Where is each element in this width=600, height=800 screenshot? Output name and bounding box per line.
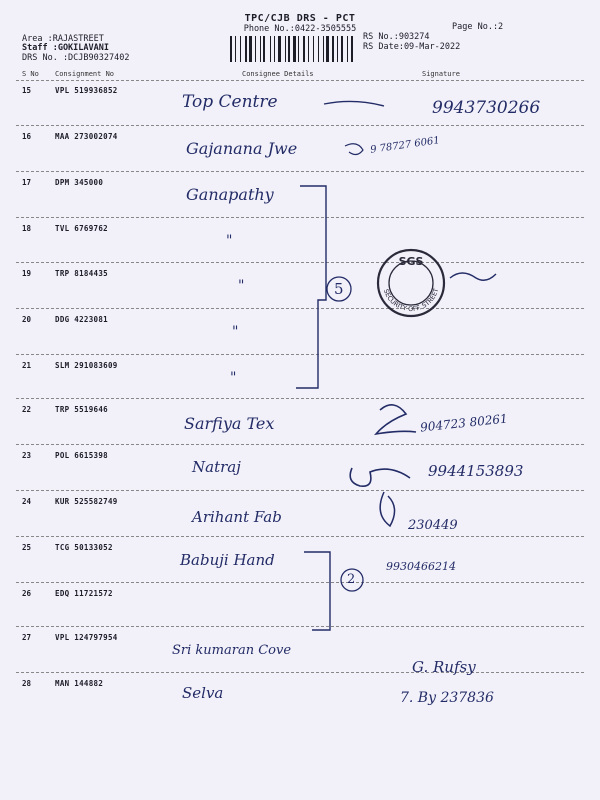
- consignment-number: VPL 124797954: [55, 633, 118, 642]
- row-serial-number: 28: [22, 679, 32, 688]
- security-office-stamp: [378, 250, 444, 316]
- handwritten-consignee-16: Gajanana Jwe: [186, 139, 298, 158]
- stamp-bottom-text: SECURITY OFF. STREET: [381, 287, 441, 314]
- row-serial-number: 19: [22, 269, 32, 278]
- column-header-details: Consignee Details: [242, 70, 314, 78]
- column-header-signature: Signature: [422, 70, 460, 78]
- column-header-consignment: Consignment No: [55, 70, 115, 78]
- handwritten-signature-16: 9 78727 6061: [369, 135, 441, 156]
- handwritten-signature-28: 7. By 237836: [400, 690, 494, 706]
- consignment-number: DDG 4223081: [55, 315, 108, 324]
- rs-number: RS No.:903274: [363, 32, 430, 42]
- row-serial-number: 27: [22, 633, 32, 642]
- handwritten-signature-15: 9943730266: [432, 98, 541, 118]
- consignment-number: TVL 6769762: [55, 224, 108, 233]
- row-serial-number: 26: [22, 589, 32, 598]
- column-header-sno: S No: [22, 70, 39, 78]
- ditto-mark-18: ": [226, 233, 233, 249]
- row-serial-number: 20: [22, 315, 32, 324]
- ditto-mark-19: ": [238, 278, 245, 294]
- consignment-number: TRP 8184435: [55, 269, 108, 278]
- page-number: Page No.:2: [452, 22, 504, 32]
- handwritten-consignee-23: Natraj: [192, 458, 241, 476]
- handwritten-signature-25: 9930466214: [386, 560, 456, 573]
- row-serial-number: 21: [22, 361, 32, 370]
- scribble-22: [376, 405, 416, 434]
- handwritten-consignee-27: Sri kumaran Cove: [172, 643, 292, 658]
- group-count-2: 2: [347, 572, 356, 587]
- consignment-number: TRP 5519646: [55, 405, 108, 414]
- scribble-23: [350, 468, 410, 486]
- phone-number: Phone No.:0422-3505555: [243, 24, 357, 34]
- consignment-number: MAA 273002074: [55, 132, 118, 141]
- row-serial-number: 22: [22, 405, 32, 414]
- bracket-group-2: [304, 552, 330, 630]
- row-serial-number: 23: [22, 451, 32, 460]
- consignment-number: EDQ 11721572: [55, 589, 113, 598]
- handwritten-consignee-17: Ganapathy: [186, 185, 274, 204]
- consignment-number: POL 6615398: [55, 451, 108, 460]
- consignment-number: MAN 144882: [55, 679, 104, 688]
- scribble-19: [450, 273, 496, 280]
- group-count-circle-2: [341, 569, 363, 591]
- row-serial-number: 24: [22, 497, 32, 506]
- consignment-number: KUR 525582749: [55, 497, 118, 506]
- group-count-circle-1: [327, 277, 351, 301]
- handwritten-consignee-15: Top Centre: [182, 92, 278, 112]
- drs-number: DRS No. :DCJB90327402: [22, 53, 130, 63]
- staff-label: Staff :GOKILAVANI: [22, 43, 109, 53]
- group-count-1: 5: [334, 280, 344, 298]
- handwritten-signature-24: 230449: [408, 518, 458, 533]
- row-serial-number: 25: [22, 543, 32, 552]
- handwritten-consignee-28: Selva: [182, 684, 224, 702]
- row-serial-number: 15: [22, 86, 32, 95]
- handwritten-signature-27: G. Rufsy: [412, 658, 476, 676]
- consignment-number: VPL 519936852: [55, 86, 118, 95]
- consignment-number: DPM 345000: [55, 178, 104, 187]
- rs-date: RS Date:09-Mar-2022: [363, 42, 461, 52]
- handwritten-consignee-25: Babuji Hand: [180, 551, 275, 569]
- consignment-number: TCG 50133052: [55, 543, 113, 552]
- row-serial-number: 17: [22, 178, 32, 187]
- handwritten-signature-22: 904723 80261: [419, 411, 509, 435]
- stamp-top-text: SGS: [398, 255, 424, 268]
- scribble-15: [324, 101, 384, 106]
- handwritten-signature-23: 9944153893: [428, 462, 524, 480]
- row-serial-number: 18: [22, 224, 32, 233]
- row-serial-number: 16: [22, 132, 32, 141]
- bracket-group-1: [296, 186, 326, 388]
- svg-text:SGS: [399, 255, 424, 268]
- handwritten-consignee-22: Sarfiya Tex: [184, 414, 275, 433]
- scribble-24: [380, 492, 394, 526]
- ditto-mark-21: ": [230, 370, 237, 386]
- area-label: Area :RAJASTREET: [22, 34, 104, 44]
- consignment-number: SLM 291083609: [55, 361, 118, 370]
- sheet-title: TPC/CJB DRS - PCT: [244, 13, 356, 24]
- ditto-mark-20: ": [232, 324, 239, 340]
- handwritten-consignee-24: Arihant Fab: [192, 508, 282, 526]
